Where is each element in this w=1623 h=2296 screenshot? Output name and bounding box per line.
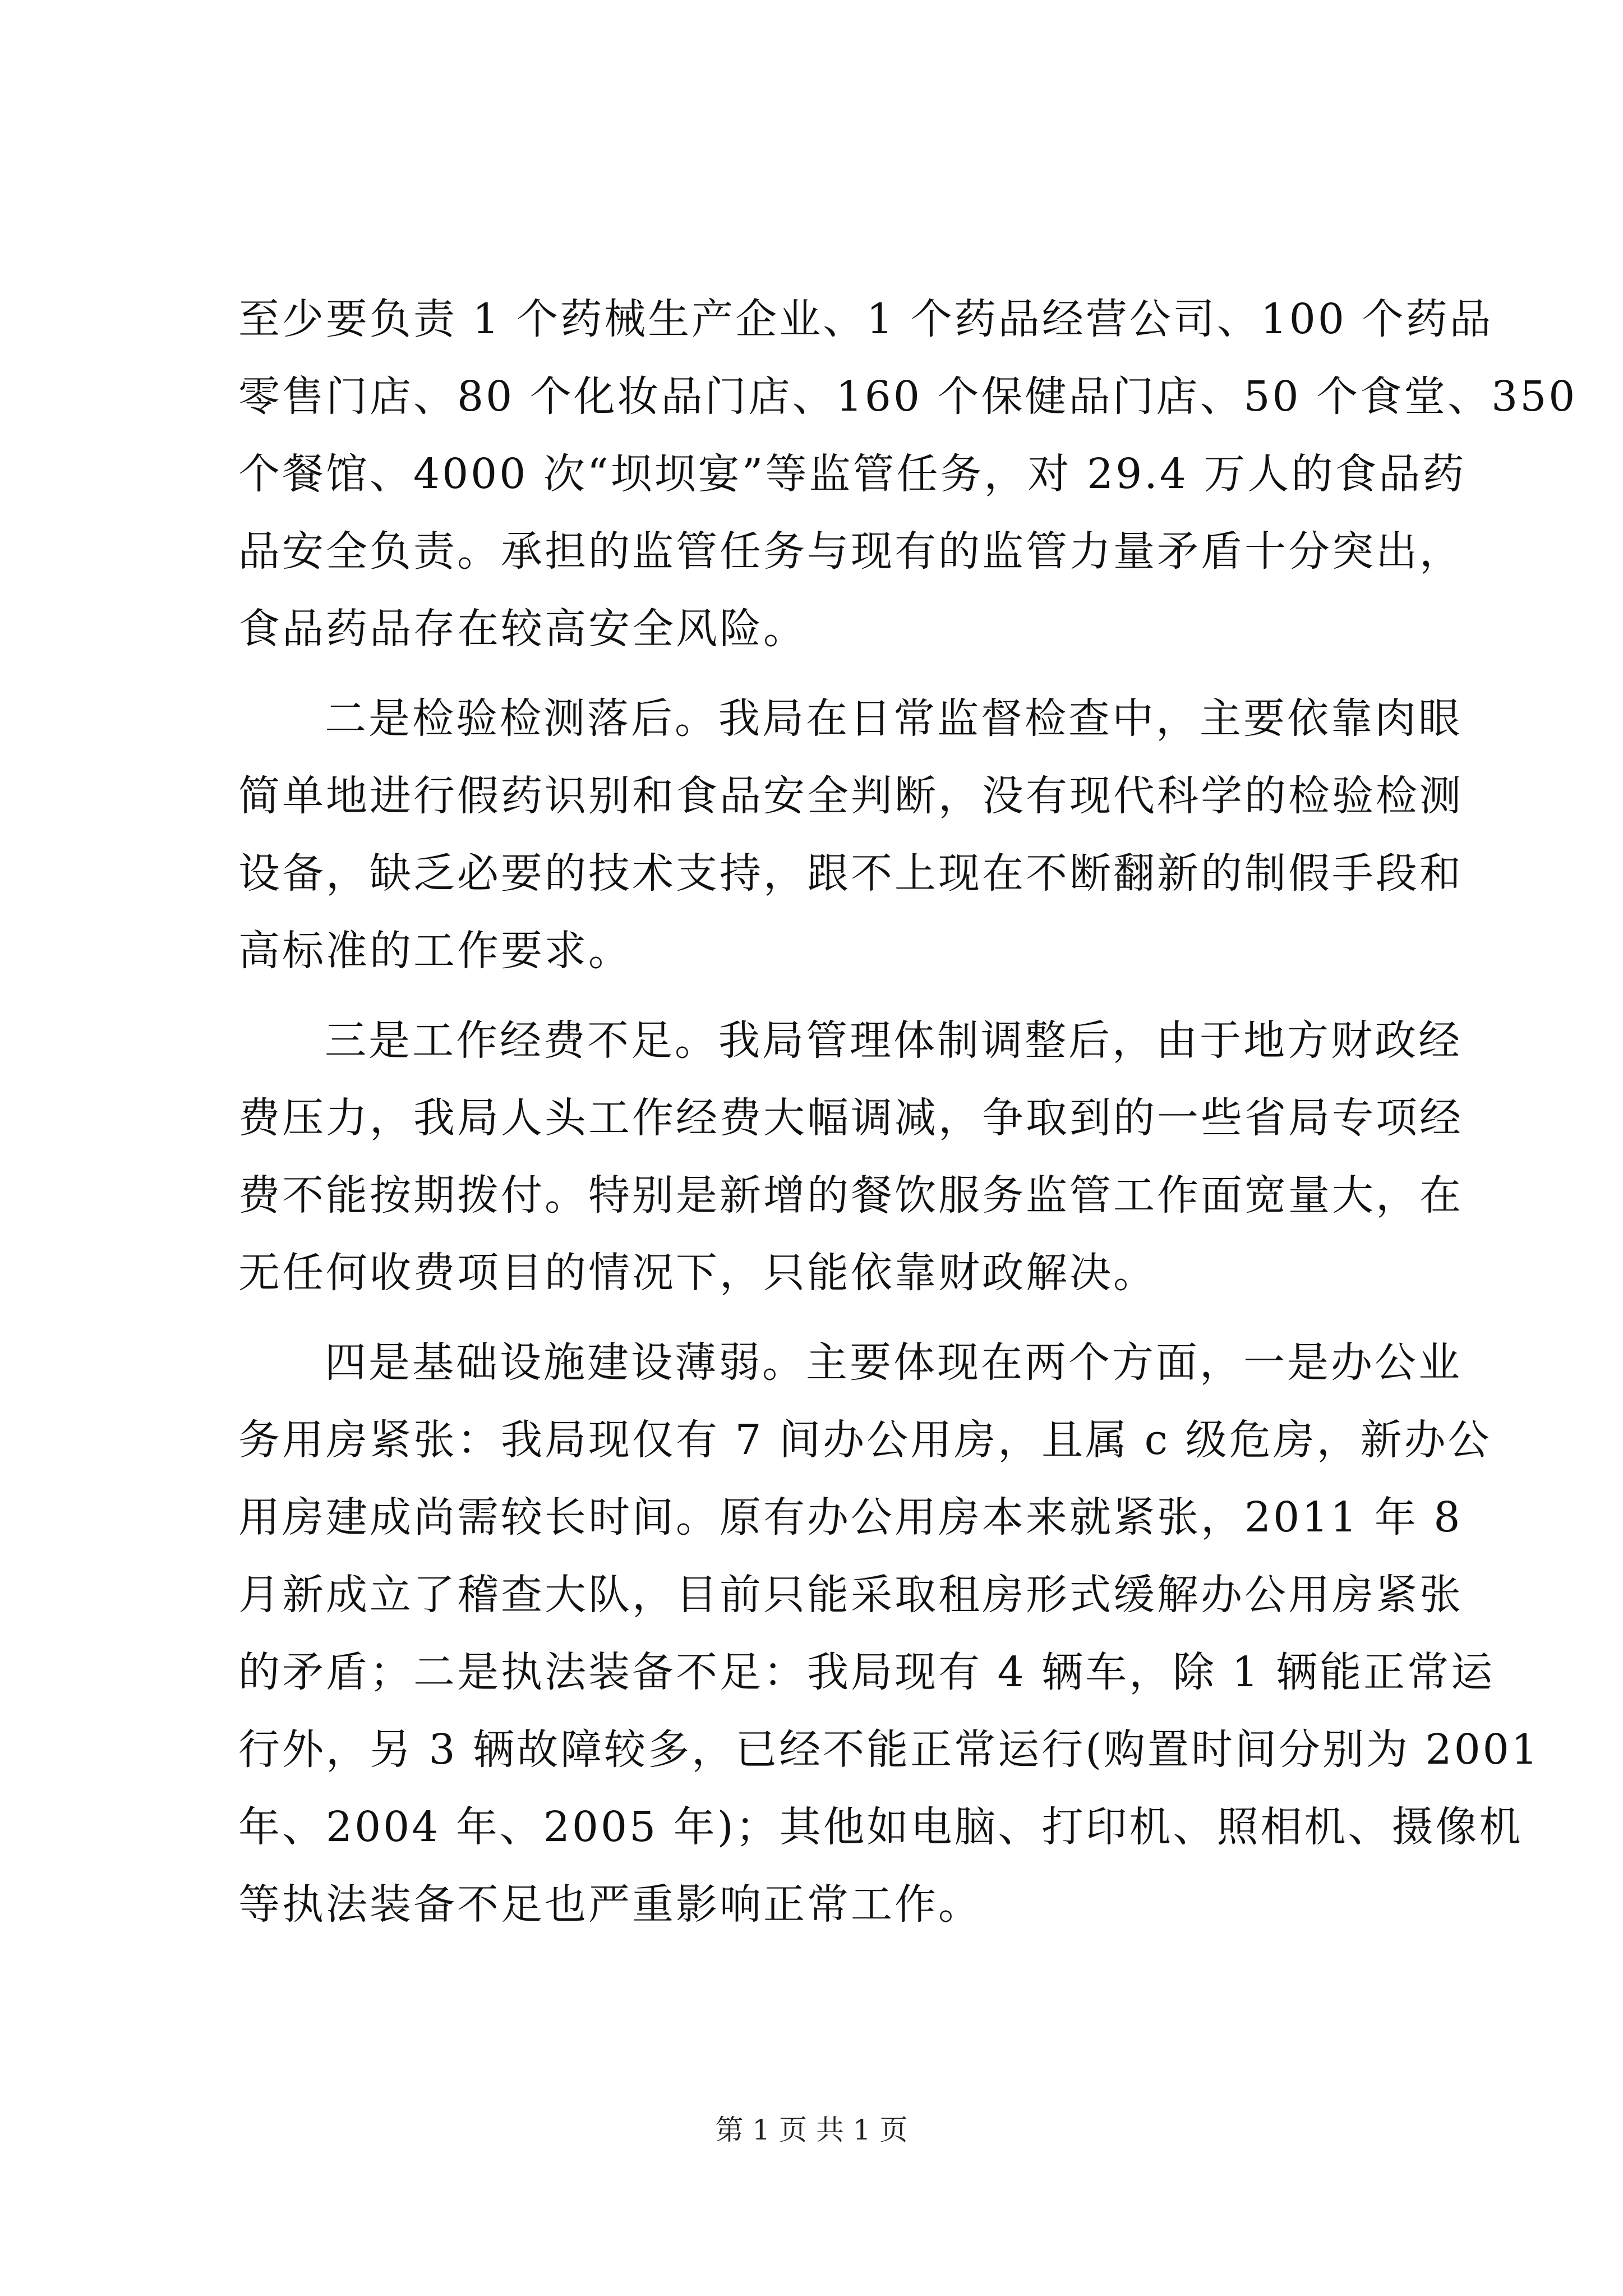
paragraph-line: 的矛盾；二是执法装备不足：我局现有 4 辆车，除 1 辆能正常运 (238, 1648, 1495, 1696)
paragraph-line: 食品药品存在较高安全风险。 (238, 605, 807, 653)
paragraph-line: 用房建成尚需较长时间。原有办公用房本来就紧张，2011 年 8 (238, 1493, 1463, 1542)
page-number-label: 第 1 页 共 1 页 (715, 2114, 908, 2146)
paragraph-line: 简单地进行假药识别和食品安全判断，没有现代科学的检验检测 (238, 772, 1463, 820)
paragraph-line: 务用房紧张：我局现仅有 7 间办公用房，且属 c 级危房，新办公 (238, 1416, 1492, 1464)
paragraph-line: 无任何收费项目的情况下，只能依靠财政解决。 (238, 1249, 1157, 1297)
paragraph-line: 至少要负责 1 个药械生产企业、1 个药品经营公司、100 个药品 (238, 295, 1493, 343)
paragraph-line: 费不能按期拨付。特别是新增的餐饮服务监管工作面宽量大，在 (238, 1171, 1463, 1220)
paragraph-line: 高标准的工作要求。 (238, 927, 632, 975)
paragraph-2 (238, 680, 1463, 990)
paragraph-line: 等执法装备不足也严重影响正常工作。 (238, 1880, 982, 1929)
paragraph-4 (238, 1324, 1540, 1943)
paragraph-3 (238, 1002, 1463, 1312)
paragraph-line: 月新成立了稽查大队，目前只能采取租房形式缓解办公用房紧张 (238, 1571, 1463, 1619)
paragraph-line: 设备，缺乏必要的技术支持，跟不上现在不断翻新的制假手段和 (238, 849, 1463, 898)
paragraph-line: 行外，另 3 辆故障较多，已经不能正常运行(购置时间分别为 2001 (238, 1726, 1540, 1774)
page-footer (0, 2110, 1623, 2150)
paragraph-line: 个餐馆、4000 次“坝坝宴”等监管任务，对 29.4 万人的食品药 (238, 450, 1467, 498)
paragraph-line: 二是检验检测落后。我局在日常监督检查中，主要依靠肉眼 (325, 694, 1462, 743)
paragraph-1 (238, 280, 1578, 668)
paragraph-line: 费压力，我局人头工作经费大幅调减，争取到的一些省局专项经 (238, 1094, 1463, 1142)
document-body (238, 280, 1578, 1943)
paragraph-line: 零售门店、80 个化妆品门店、160 个保健品门店、50 个食堂、350 (238, 372, 1578, 421)
paragraph-line: 三是工作经费不足。我局管理体制调整后，由于地方财政经 (325, 1016, 1462, 1065)
paragraph-line: 年、2004 年、2005 年)；其他如电脑、打印机、照相机、摄像机 (238, 1803, 1523, 1851)
paragraph-line: 品安全负责。承担的监管任务与现有的监管力量矛盾十分突出， (238, 527, 1463, 576)
paragraph-line: 四是基础设施建设薄弱。主要体现在两个方面，一是办公业 (325, 1338, 1462, 1387)
